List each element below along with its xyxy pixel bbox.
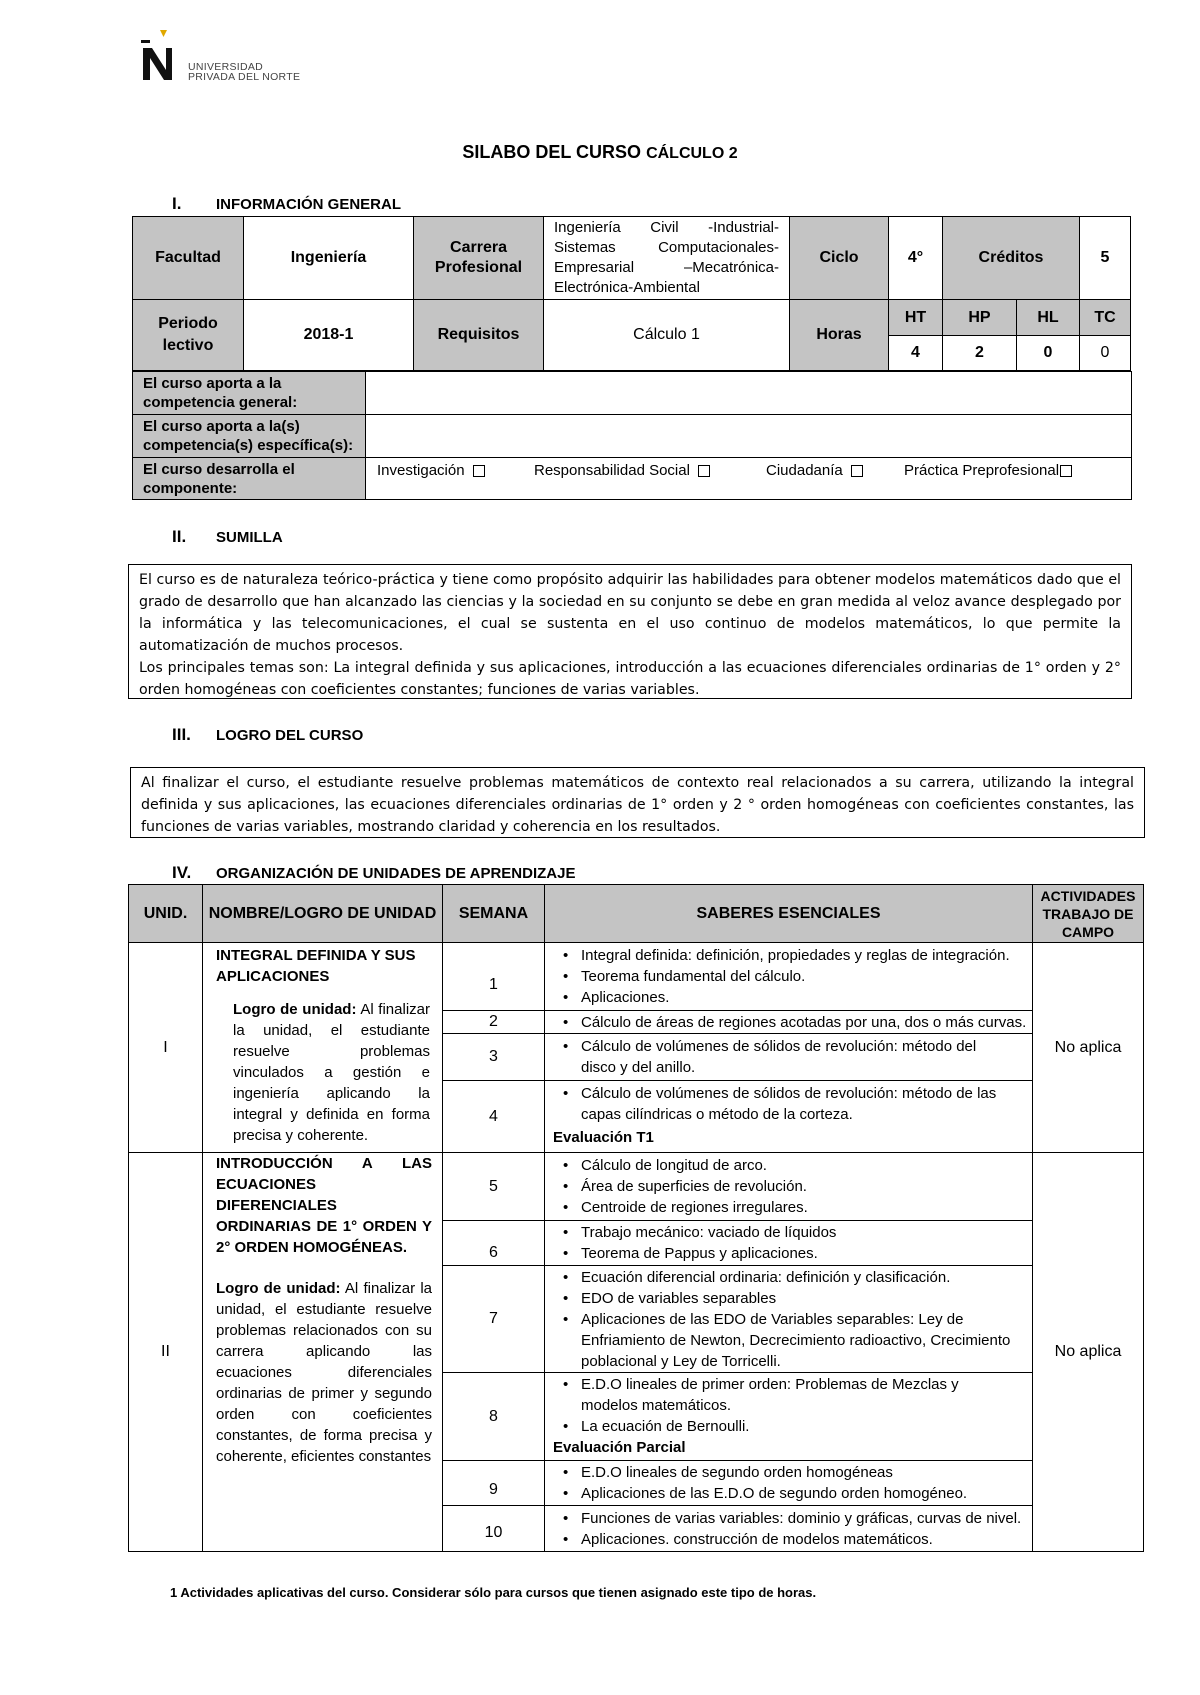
saber-item: • Cálculo de áreas de regiones acotadas por una, dos o más curvas. [581,1012,1026,1033]
unit2-title: INTRODUCCIÓN A LAS ECUACIONES DIFERENCIALES ORDINARIAS DE 1° ORDEN Y 2° ORDEN HOMOGÉNEAS. [216,1155,432,1256]
logo-line2: PRIVADA DEL NORTE [188,71,301,83]
saber-item: • Teorema de Pappus y aplicaciones. [581,1243,836,1264]
competencia-especifica-label: El curso aporta a la(s) competencia(s) específica(s): [132,414,366,458]
week-number: 7 [489,1310,498,1327]
checkbox-icon[interactable] [698,465,710,477]
section-title: INFORMACIÓN GENERAL [216,196,401,213]
section-number: III. [172,725,191,744]
unit2-saberes-5 [544,1152,1033,1221]
competencia-especifica-value [365,414,1132,458]
carrera-label: Carrera Profesional [413,216,544,300]
componente-investigacion[interactable] [377,462,485,479]
week-number: 10 [484,1523,503,1541]
evaluation-label: Evaluación Parcial [553,1439,686,1456]
university-logo [140,28,340,88]
week-number: 5 [489,1177,498,1195]
requisitos-label: Requisitos [413,299,544,371]
week-number: 2 [489,1013,498,1030]
unit2-num-text: II [161,1343,170,1360]
evaluation-label: Evaluación T1 [553,1129,654,1146]
unit1-nombre [202,942,443,1153]
unit2-week-8 [442,1372,545,1461]
sumilla-box [128,564,1132,699]
unit2-week-5 [442,1152,545,1221]
creditos-label: Créditos [942,216,1080,300]
unit1-saberes-1 [544,942,1033,1011]
periodo-value: 2018-1 [243,299,414,371]
saber-item: • Cálculo de volúmenes de sólidos de revolución: método del disco y del anillo. [581,1036,1012,1078]
saber-item: • Aplicaciones de las E.D.O de segundo orden homogéneo. [581,1483,967,1504]
horas-header-ht: HT [888,299,943,336]
unit1-num-text: I [163,1038,168,1056]
title-course: CÁLCULO 2 [646,145,738,162]
unit2-week-6 [442,1220,545,1266]
title-main: SILABO DEL CURSO [462,142,642,162]
sumilla-paragraph-2: Los principales temas son: La integral definida y sus aplicaciones, introducción a las ecuaciones diferenciales ordinarias de 1° orden y 2° orden homogéneas con coeficientes constantes; funciones de varias variables. [139,660,1121,698]
saber-item: • EDO de variables separables [581,1288,1012,1309]
section-1-heading [172,194,401,214]
section-number: I. [172,194,182,213]
section-number: IV. [172,863,192,882]
componente-responsabilidad-social[interactable] [534,462,710,479]
competencia-general-value [365,371,1132,415]
week-number: 6 [489,1244,498,1261]
unit1-saberes-4 [544,1080,1033,1153]
unit2-saberes-9 [544,1460,1033,1506]
week-number: 8 [489,1407,498,1425]
componente-ciudadania[interactable] [766,462,863,479]
unit1-week-4 [442,1080,545,1153]
saber-item: • Aplicaciones de las EDO de Variables separables: Ley de Enfriamiento de Newton, Decrecimiento radioactivo, Crecimiento poblacional y Ley de Torricelli. [581,1309,1012,1372]
week-number: 4 [489,1107,498,1125]
horas-value-hp: 2 [942,335,1017,371]
header-nombre: NOMBRE/LOGRO DE UNIDAD [202,884,443,943]
checkbox-icon[interactable] [473,465,485,477]
saber-item: • La ecuación de Bernoulli. [581,1416,1012,1437]
unit1-title: INTEGRAL DEFINIDA Y SUS APLICACIONES [216,947,416,985]
unit1-logro-label: Logro de unidad: [233,1001,357,1018]
section-title: ORGANIZACIÓN DE UNIDADES DE APRENDIZAJE [216,865,576,882]
checkbox-icon[interactable] [1060,465,1072,477]
week-number: 9 [489,1481,498,1498]
unit2-saberes-7 [544,1265,1033,1373]
ciclo-label: Ciclo [789,216,889,300]
saber-item: • E.D.O lineales de segundo orden homogéneas [581,1462,967,1483]
section-4-heading [172,863,575,883]
componente-practica-label: Práctica Preprofesional [904,462,1060,479]
unit2-week-9 [442,1460,545,1506]
saber-item: • Aplicaciones. [581,987,1010,1008]
header-saberes: SABERES ESENCIALES [544,884,1033,943]
unit2-saberes-8 [544,1372,1033,1461]
requisitos-value: Cálculo 1 [543,299,790,371]
unit1-week-1 [442,942,545,1011]
saber-item: • Teorema fundamental del cálculo. [581,966,1010,987]
componente-investigacion-label: Investigación [377,462,465,479]
componente-ciudadania-label: Ciudadanía [766,462,843,479]
competencia-general-label: El curso aporta a la competencia general: [132,371,366,415]
componente-label: El curso desarrolla el componente: [132,457,366,500]
unit1-week-2 [442,1010,545,1034]
saber-item: • E.D.O lineales de primer orden: Problemas de Mezclas y modelos matemáticos. [581,1374,1012,1416]
unit1-saberes-2 [544,1010,1033,1034]
horas-header-hl: HL [1016,299,1080,336]
unit1-logro [216,999,432,1146]
horas-value-hl: 0 [1016,335,1080,371]
periodo-label: Periodo lectivo [132,299,244,371]
ciclo-value: 4° [888,216,943,300]
unit2-actividades-text: No aplica [1054,1343,1122,1360]
creditos-value: 5 [1079,216,1131,300]
saber-item: • Área de superficies de revolución. [581,1176,808,1197]
document-title [0,142,1200,163]
unit1-saberes-3 [544,1033,1033,1081]
facultad-value: Ingeniería [243,216,414,300]
unit2-saberes-6 [544,1220,1033,1266]
horas-value-ht: 4 [888,335,943,371]
week-number: 1 [489,975,498,993]
section-3-heading [172,725,363,745]
checkbox-icon[interactable] [851,465,863,477]
saber-item: • Cálculo de volúmenes de sólidos de revolución: método de las capas cilíndricas o método de la corteza. [581,1083,1002,1125]
horas-label: Horas [789,299,889,371]
section-number: II. [172,527,187,546]
unit2-week-7 [442,1265,545,1373]
horas-header-tc: TC [1079,299,1131,336]
unit2-nombre [202,1152,443,1552]
unit2-num [128,1152,203,1552]
header-semana: SEMANA [442,884,545,943]
header-actividades: ACTIVIDADES TRABAJO DE CAMPO [1032,884,1144,943]
section-title: LOGRO DEL CURSO [216,727,364,744]
week-number: 3 [489,1048,498,1065]
saber-item: • Aplicaciones. construcción de modelos matemáticos. [581,1529,1021,1550]
unit2-logro-text: Al finalizar la unidad, el estudiante resuelve problemas relacionados con su carrera aplicando las ecuaciones diferenciales ordinarias de primer y segundo orden con coeficientes constantes, de forma precisa y coherente, eficientes constantes [216,1280,433,1465]
unit2-actividades [1032,1152,1144,1552]
logro-curso-box [130,767,1145,838]
unit1-actividades [1032,942,1144,1153]
saber-item: • Ecuación diferencial ordinaria: definición y clasificación. [581,1267,1012,1288]
unit1-logro-text: Al finalizar la unidad, el estudiante resuelve problemas vinculados a gestión e ingeniería aplicando la integral y definida en forma precisa y coherente. [233,1001,430,1144]
unit2-week-10 [442,1505,545,1552]
section-title: SUMILLA [216,529,283,546]
unit2-logro-label: Logro de unidad: [216,1280,341,1297]
carrera-value: Ingeniería Civil -Industrial-Sistemas Computacionales-Empresarial –Mecatrónica-Electrónica-Ambiental [543,216,790,300]
unit2-logro [216,1278,432,1467]
unit1-num [128,942,203,1153]
unit1-week-3 [442,1033,545,1081]
componente-practica[interactable] [904,462,1072,479]
horas-value-tc: 0 [1079,335,1131,371]
saber-item: • Integral definida: definición, propiedades y reglas de integración. [581,945,1010,966]
unit1-actividades-text: No aplica [1054,1038,1122,1056]
logo-n-icon [140,28,186,84]
header-unid: UNID. [128,884,203,943]
unit2-saberes-10 [544,1505,1033,1552]
sumilla-paragraph-1: El curso es de naturaleza teórico-práctica y tiene como propósito adquirir las habilidades para obtener modelos matemáticos dado que el grado de desarrollo que han alcanzado las ciencias y la sociedad en su conjunto se debe en gran medida al veloz avance desplegado por la informática y las telecomunicaciones, el cual se sustenta en el uso continuo de modelos matemáticos, lo que permite la automatización de muchos procesos. [139,572,1121,654]
saber-item: • Trabajo mecánico: vaciado de líquidos [581,1222,836,1243]
facultad-label: Facultad [132,216,244,300]
logro-curso-text: Al finalizar el curso, el estudiante resuelve problemas matemáticos de contexto real relacionados a su carrera, utilizando la integral definida y sus aplicaciones, las ecuaciones diferenciales ordinarias de 1° orden y 2 ° orden homogéneas con coeficientes constantes, las funciones de varias variables, mostrando claridad y coherencia en los resultados. [141,775,1134,835]
saber-item: • Funciones de varias variables: dominio y gráficas, curvas de nivel. [581,1508,1021,1529]
section-2-heading [172,527,283,547]
logo-line1: UNIVERSIDAD [188,61,264,73]
logo-text [188,62,300,82]
horas-header-hp: HP [942,299,1017,336]
saber-item: • Centroide de regiones irregulares. [581,1197,808,1218]
componente-responsabilidad-label: Responsabilidad Social [534,462,690,479]
componentes-row [365,457,1132,500]
footnote: 1 Actividades aplicativas del curso. Considerar sólo para cursos que tienen asignado este tipo de horas. [170,1585,817,1600]
saber-item: • Cálculo de longitud de arco. [581,1155,808,1176]
